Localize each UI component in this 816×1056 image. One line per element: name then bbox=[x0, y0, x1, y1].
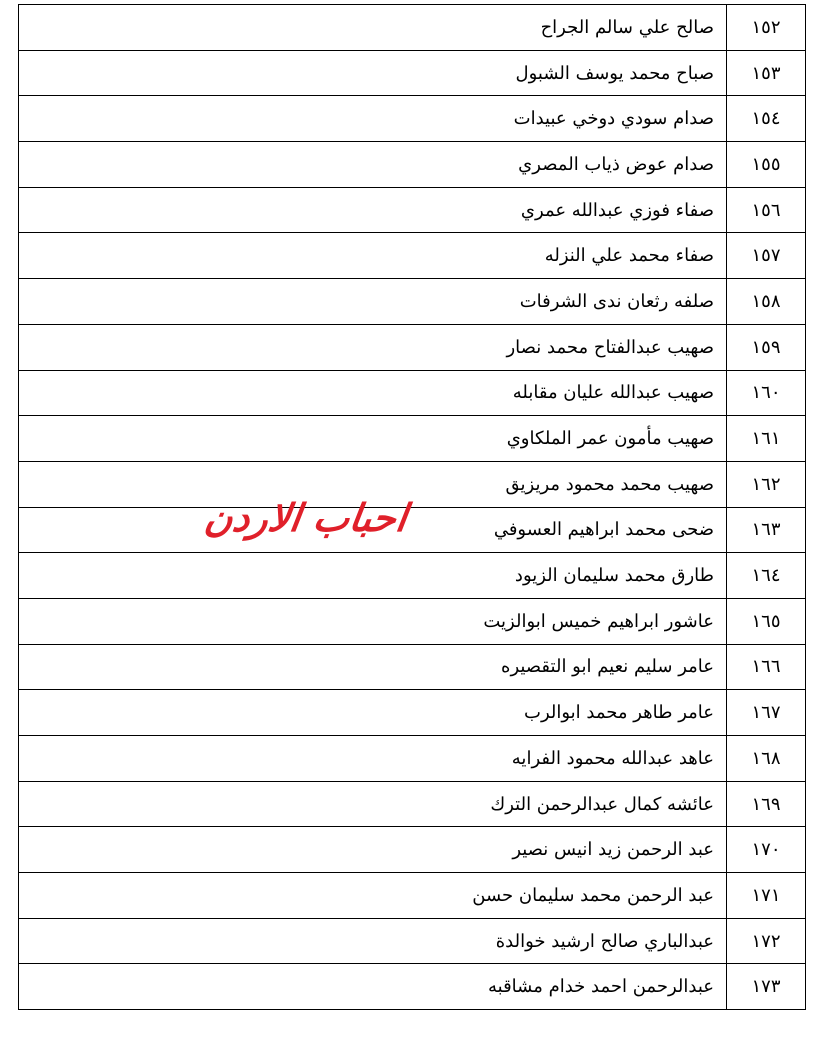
row-name: صهيب محمد محمود مريزيق bbox=[19, 461, 727, 507]
table-row bbox=[19, 644, 806, 690]
row-number: ١٧٣ bbox=[727, 964, 806, 1010]
table-row bbox=[19, 416, 806, 462]
table-row bbox=[19, 827, 806, 873]
table-row bbox=[19, 96, 806, 142]
row-number: ١٥٣ bbox=[727, 50, 806, 96]
row-number: ١٦٤ bbox=[727, 553, 806, 599]
table-row bbox=[19, 324, 806, 370]
row-number: ١٥٦ bbox=[727, 187, 806, 233]
row-number: ١٧٠ bbox=[727, 827, 806, 873]
row-number: ١٥٧ bbox=[727, 233, 806, 279]
row-number: ١٦١ bbox=[727, 416, 806, 462]
row-name: طارق محمد سليمان الزيود bbox=[19, 553, 727, 599]
row-name: عائشه كمال عبدالرحمن الترك bbox=[19, 781, 727, 827]
row-name: عامر سليم نعيم ابو التقصيره bbox=[19, 644, 727, 690]
row-name: صالح علي سالم الجراح bbox=[19, 5, 727, 51]
row-name: عاشور ابراهيم خميس ابوالزيت bbox=[19, 598, 727, 644]
row-number: ١٧٢ bbox=[727, 918, 806, 964]
table-row bbox=[19, 142, 806, 188]
table-row bbox=[19, 507, 806, 553]
table-row bbox=[19, 233, 806, 279]
row-number: ١٧١ bbox=[727, 873, 806, 919]
table-row bbox=[19, 461, 806, 507]
row-number: ١٦٩ bbox=[727, 781, 806, 827]
row-name: صلفه رثعان ندى الشرفات bbox=[19, 279, 727, 325]
row-number: ١٥٤ bbox=[727, 96, 806, 142]
row-number: ١٦٦ bbox=[727, 644, 806, 690]
row-name: صهيب عبدالفتاح محمد نصار bbox=[19, 324, 727, 370]
row-name: عبد الرحمن زيد انيس نصير bbox=[19, 827, 727, 873]
table-row bbox=[19, 873, 806, 919]
row-number: ١٥٥ bbox=[727, 142, 806, 188]
table-row bbox=[19, 50, 806, 96]
row-name: عاهد عبدالله محمود الفرايه bbox=[19, 736, 727, 782]
table-row bbox=[19, 5, 806, 51]
row-number: ١٦٨ bbox=[727, 736, 806, 782]
row-name: صدام عوض ذياب المصري bbox=[19, 142, 727, 188]
row-number: ١٦٥ bbox=[727, 598, 806, 644]
row-name: عبد الرحمن محمد سليمان حسن bbox=[19, 873, 727, 919]
row-number: ١٦٣ bbox=[727, 507, 806, 553]
table-row bbox=[19, 736, 806, 782]
row-name: عبدالباري صالح ارشيد خوالدة bbox=[19, 918, 727, 964]
table-row bbox=[19, 370, 806, 416]
names-table bbox=[18, 4, 806, 1010]
row-name: صدام سودي دوخي عبيدات bbox=[19, 96, 727, 142]
row-name: عبدالرحمن احمد خدام مشاقبه bbox=[19, 964, 727, 1010]
row-name: صفاء فوزي عبدالله عمري bbox=[19, 187, 727, 233]
row-name: صهيب مأمون عمر الملكاوي bbox=[19, 416, 727, 462]
table-row bbox=[19, 690, 806, 736]
row-number: ١٦٧ bbox=[727, 690, 806, 736]
table-row bbox=[19, 187, 806, 233]
row-number: ١٥٩ bbox=[727, 324, 806, 370]
table-row bbox=[19, 964, 806, 1010]
row-number: ١٦٢ bbox=[727, 461, 806, 507]
table-row bbox=[19, 279, 806, 325]
row-name: صهيب عبدالله عليان مقابله bbox=[19, 370, 727, 416]
watermark: احباب الاردن bbox=[201, 496, 410, 540]
row-name: ضحى محمد ابراهيم العسوفي bbox=[19, 507, 727, 553]
row-number: ١٥٨ bbox=[727, 279, 806, 325]
table-row bbox=[19, 918, 806, 964]
row-name: عامر طاهر محمد ابوالرب bbox=[19, 690, 727, 736]
table-row bbox=[19, 781, 806, 827]
names-table-body bbox=[19, 5, 806, 1010]
row-number: ١٥٢ bbox=[727, 5, 806, 51]
table-row bbox=[19, 598, 806, 644]
table-row bbox=[19, 553, 806, 599]
row-name: صفاء محمد علي النزله bbox=[19, 233, 727, 279]
row-number: ١٦٠ bbox=[727, 370, 806, 416]
row-name: صباح محمد يوسف الشبول bbox=[19, 50, 727, 96]
